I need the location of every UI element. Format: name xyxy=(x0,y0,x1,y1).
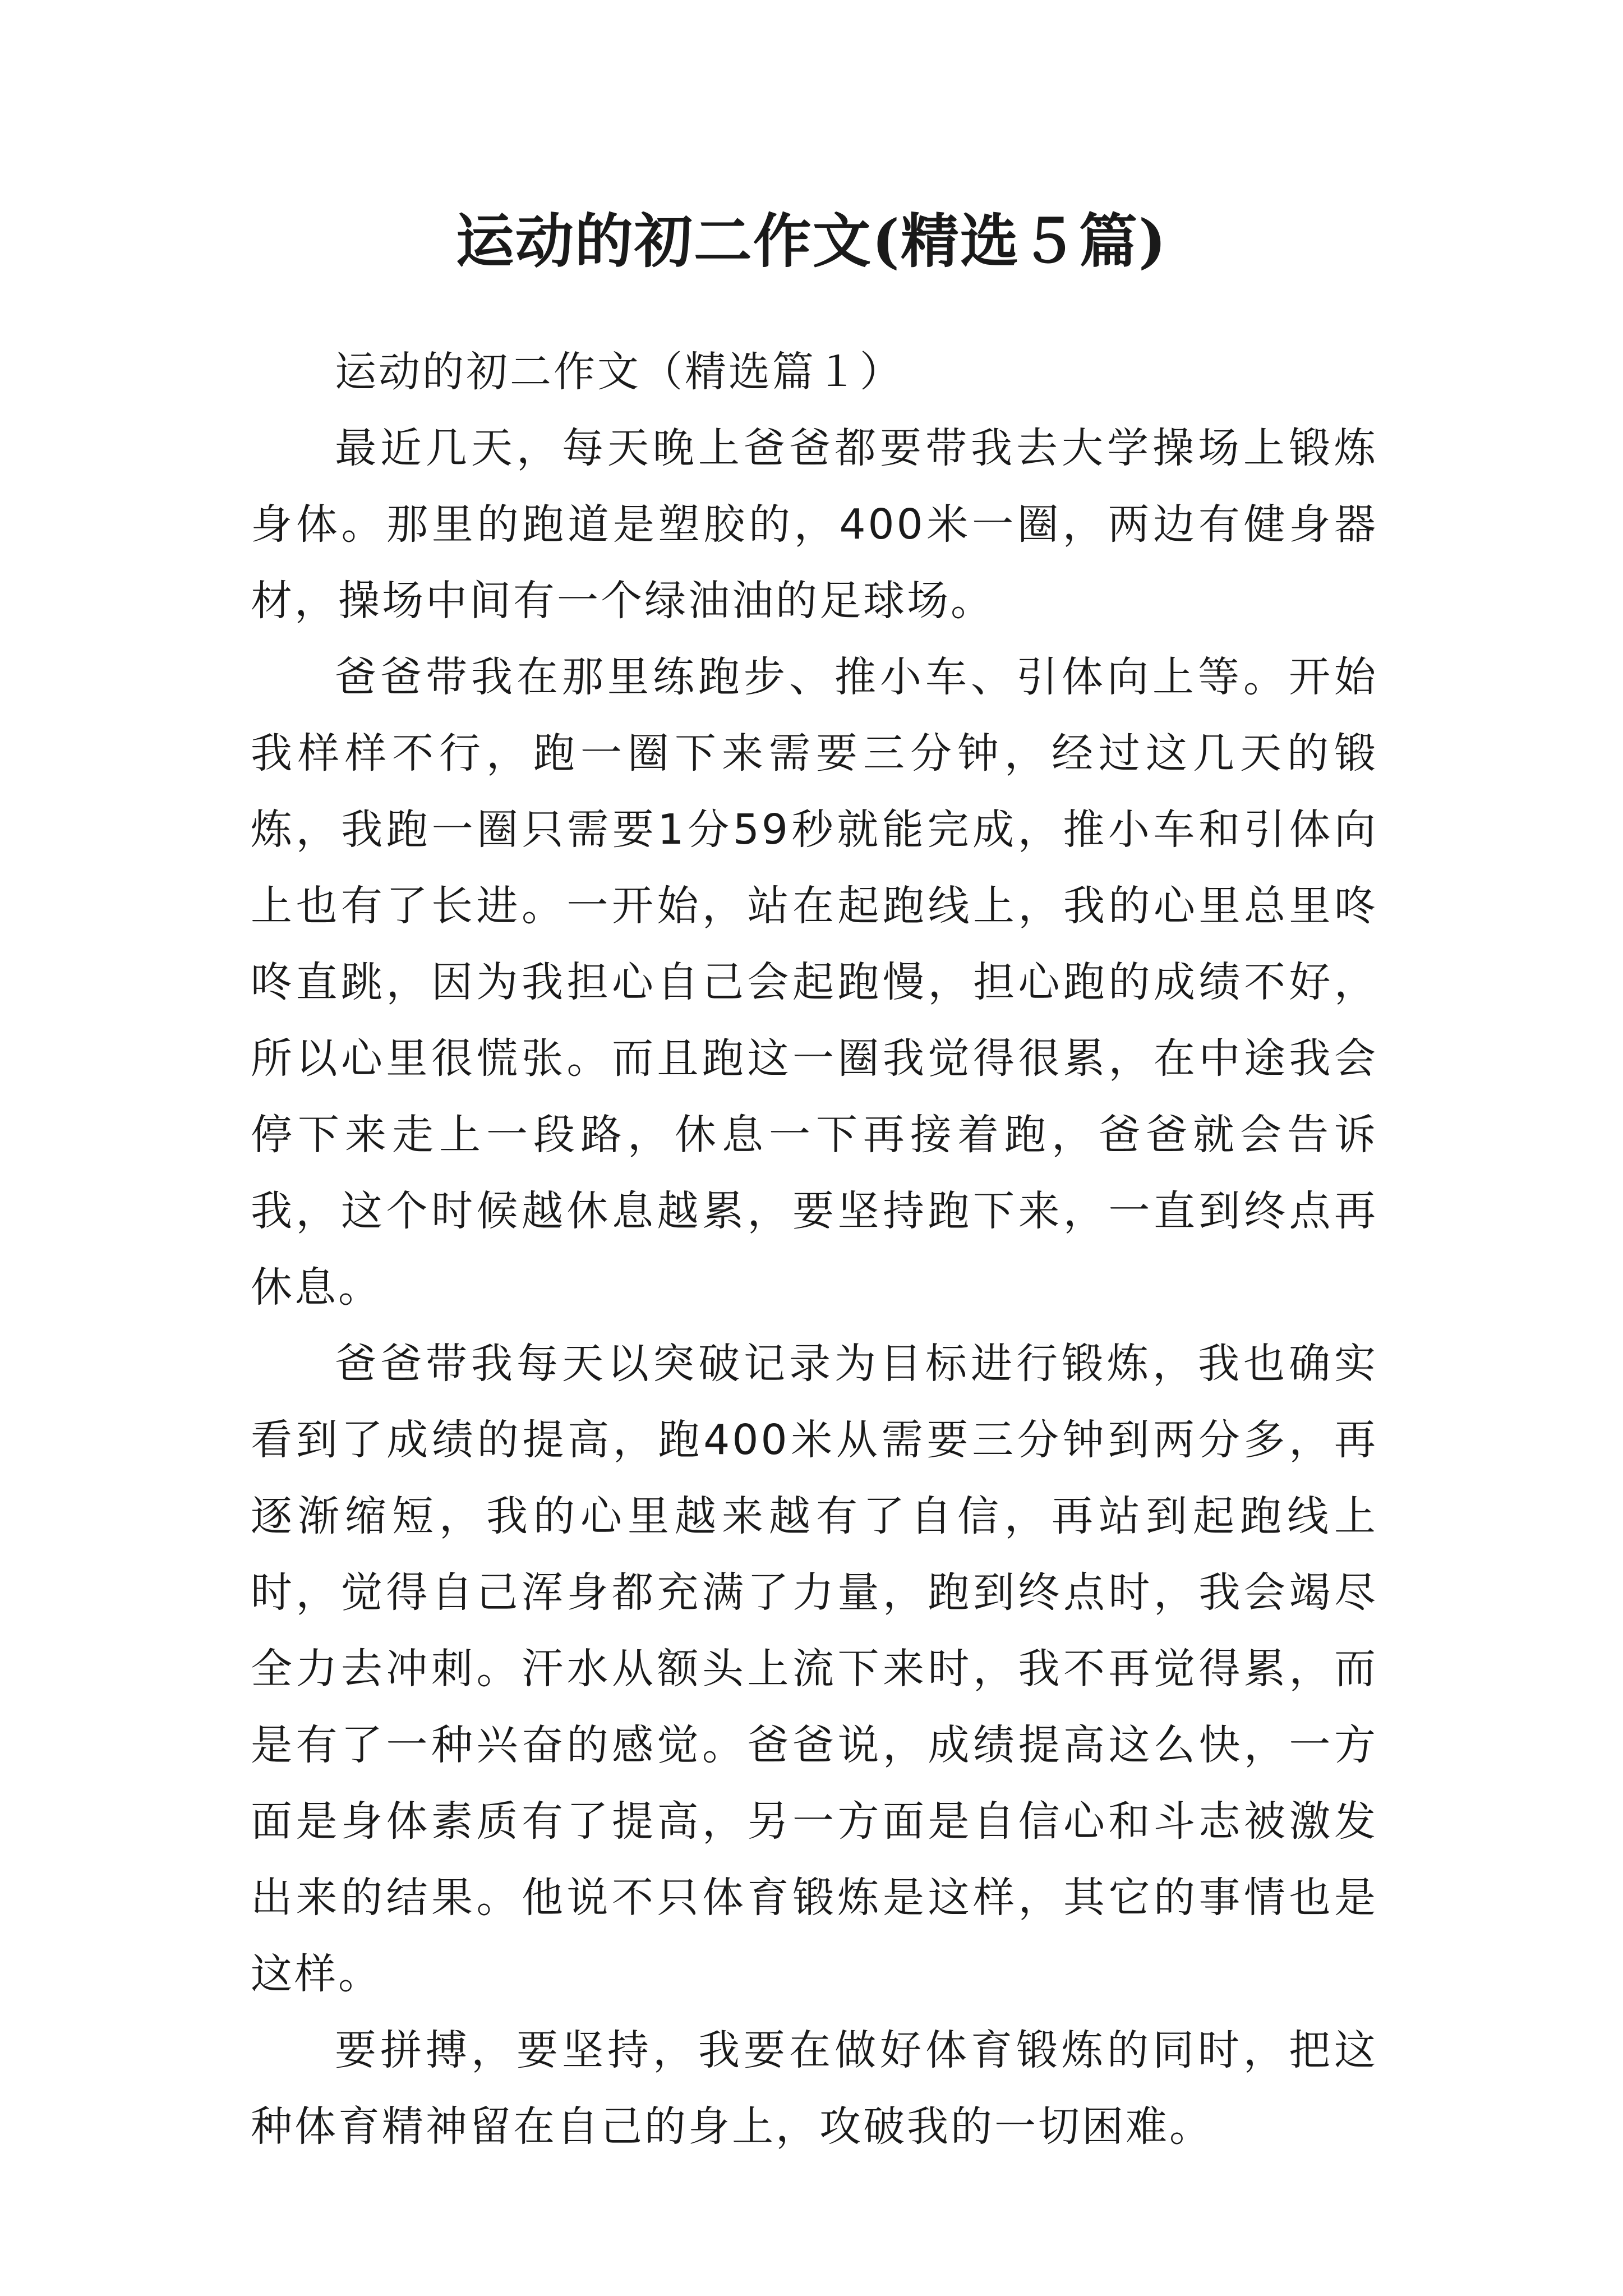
document-title: 运动的初二作文(精选５篇) xyxy=(455,206,1168,275)
paragraph-1: 最近几天，每天晚上爸爸都要带我去大学操场上锻炼身体。那里的跑道是塑胶的，400米一圈，两边有健身器材，操场中间有一个绿油油的足球场。 xyxy=(251,424,1378,625)
paragraph-2: 爸爸带我在那里练跑步、推小车、引体向上等。开始我样样不行，跑一圈下来需要三分钟，经过这几天的锻炼，我跑一圈只需要1分59秒就能完成，推小车和引体向上也有了长进。一开始，站在起跑线上，我的心里总里咚咚直跳，因为我担心自己会起跑慢，担心跑的成绩不好，所以心里很慌张。而且跑这一圈我觉得很累，在中途我会停下来走上一段路，休息一下再接着跑，爸爸就会告诉我，这个时候越休息越累，要坚持跑下来，一直到终点再休息。 xyxy=(251,653,1378,1312)
paragraph-3: 爸爸带我每天以突破记录为目标进行锻炼，我也确实看到了成绩的提高，跑400米从需要三分钟到两分多，再逐渐缩短，我的心里越来越有了自信，再站到起跑线上时，觉得自己浑身都充满了力量，跑到终点时，我会竭尽全力去冲刺。汗水从额头上流下来时，我不再觉得累，而是有了一种兴奋的感觉。爸爸说，成绩提高这么快，一方面是身体素质有了提高，另一方面是自信心和斗志被激发出来的结果。他说不只体育锻炼是这样，其它的事情也是这样。 xyxy=(251,1340,1378,1998)
paragraph-4: 要拼搏，要坚持，我要在做好体育锻炼的同时，把这种体育精神留在自己的身上，攻破我的一切困难。 xyxy=(251,2026,1378,2151)
section-heading: 运动的初二作文（精选篇１） xyxy=(335,348,903,396)
document-body xyxy=(251,334,1378,2165)
